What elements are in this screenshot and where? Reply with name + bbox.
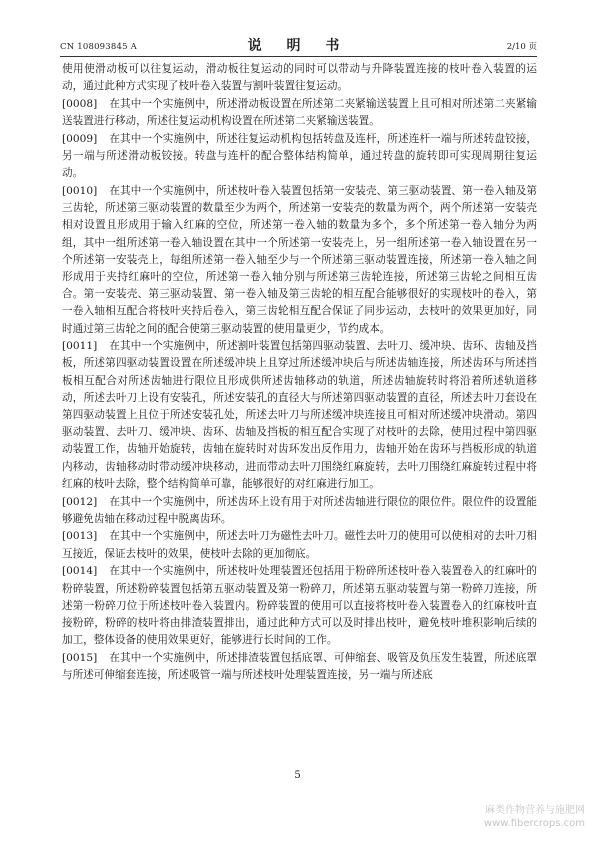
watermark <box>484 804 585 830</box>
paragraph-number: [0014] <box>62 565 98 578</box>
paragraph-0013 <box>62 528 537 562</box>
patent-number: CN 108093845 A <box>60 42 137 52</box>
paragraph-number: [0015] <box>62 651 98 664</box>
page-number: 5 <box>294 770 301 781</box>
paragraph-text: 使用使滑动板可以往复运动，滑动板往复运动的同时可以带动与升降装置连接的枝叶卷入装置的运动，通过此种方式实现了枝叶卷入装置与割叶装置往复运动。 <box>62 63 537 93</box>
description-body <box>62 61 537 685</box>
paragraph-number: [0008] <box>62 97 98 110</box>
paragraph-text: 在其中一个实施例中，所述割叶装置包括第四驱动装置、去叶刀、缓冲块、齿环、齿轴及挡板，所述第四驱动装置设置在所述缓冲块上且穿过所述缓冲块后与所述齿轴连接，所述齿环与所述挡板相互配合对所述齿轴进行限位且形成供所述齿轴移动的轨道，所述齿轴旋转时将沿着所述轨道移动，所述去叶刀上设有安装孔，所述安装孔的直径大与所述第四驱动装置的直径，所述去叶刀套设在第四驱动装置上且位于所述安装孔处，所述去叶刀与所述缓冲块连接且可相对所述缓冲块滑动。第四驱动装置、去叶刀、缓冲块、齿环、齿轴及挡板的相互配合实现了对枝叶的去除，使用过程中第四驱动装置工作，齿轴开始旋转，齿轴在旋转时对齿环发出反作用力，齿轴开始在齿环与挡板形成的轨道内移动，齿轴移动时带动缓冲块移动，进而带动去叶刀围绕红麻旋转，去叶刀围绕红麻旋转过程中将红麻的枝叶去除，整个结构简单可靠，能够很好的对红麻进行加工。 <box>62 340 537 490</box>
page-header <box>60 34 537 56</box>
paragraph-0015 <box>62 650 537 684</box>
paragraph-text: 在其中一个实施例中，所述齿环上设有用于对所述齿轴进行限位的限位件。限位件的设置能够避免齿轴在移动过程中脱离齿环。 <box>62 495 537 525</box>
paragraph-text: 在其中一个实施例中，所述往复运动机构包括转盘及连杆，所述连杆一端与所述转盘铰接，另一端与所述滑动板铰接。转盘与连杆的配合整体结构简单，通过转盘的旋转即可实现周期往复运动。 <box>62 132 537 180</box>
paragraph-text: 在其中一个实施例中，所述去叶刀为磁性去叶刀。磁性去叶刀的使用可以使相对的去叶刀相互接近，保证去枝叶的效果，使枝叶去除的更加彻底。 <box>62 530 537 560</box>
paragraph-number: [0009] <box>62 132 98 145</box>
paragraph-number: [0012] <box>62 495 98 508</box>
paragraph-0009 <box>62 131 537 183</box>
paragraph-number: [0010] <box>62 184 98 197</box>
page-indicator: 2/10 页 <box>506 42 537 52</box>
paragraph-continuation <box>62 61 537 95</box>
paragraph-text: 在其中一个实施例中，所述排渣装置包括底罩、可伸缩套、吸管及负压发生装置，所述底罩与所述可伸缩套连接，所述吸管一端与所述枝叶处理装置连接，另一端与所述底 <box>62 651 537 682</box>
header-divider <box>60 56 537 57</box>
paragraph-0010 <box>62 183 537 338</box>
paragraph-0014 <box>62 563 537 649</box>
document-title: 说 明 书 <box>247 38 350 54</box>
watermark-url: www.fibercrops.com <box>483 818 585 829</box>
paragraph-0012 <box>62 494 537 528</box>
paragraph-text: 在其中一个实施例中，所述枝叶卷入装置包括第一安装壳、第三驱动装置、第一卷入轴及第三齿轮，所述第三驱动装置的数量至少为两个，所述第一安装壳的数量为两个，两个所述第一安装壳相对设置且形成用于输入红麻的空位，所述第一卷入轴的数量为多个，多个所述第一卷入轴分为两组，其中一组所述第一卷入轴设置在其中一个所述第一安装壳上，另一组所述第一卷入轴设置在另一个所述第一安装壳上，每组所述第一卷入轴至少与一个所述第三驱动装置连接，所述第一卷入轴之间形成用于夹持红麻叶的空位，所述第一卷入轴分别与所述第三齿轮连接，所述第三齿轮之间相互齿合。第一安装壳、第三驱动装置、第一卷入轴及第三齿轮的相互配合能够很好的实现枝叶的卷入，第一卷入轴相互配合将枝叶夹持后卷入，第三齿轮相互配合保证了同步运动，去枝叶的效果更加好，同时通过第三齿轮之间的配合使第三驱动装置的使用量更少，节约成本。 <box>62 184 537 335</box>
paragraph-0011 <box>62 338 537 493</box>
paragraph-number: [0013] <box>62 530 98 543</box>
paragraph-number: [0011] <box>62 340 98 353</box>
paragraph-0008 <box>62 96 537 130</box>
watermark-site-name: 麻类作物营养与施肥网 <box>485 805 585 816</box>
paragraph-text: 在其中一个实施例中，所述滑动板设置在所述第二夹紧输送装置上且可相对所述第二夹紧输送装置进行移动，所述往复运动机构设置在所述第二夹紧输送装置。 <box>62 97 537 128</box>
paragraph-text: 在其中一个实施例中，所述枝叶处理装置还包括用于粉碎所述枝叶卷入装置卷入的红麻叶的粉碎装置，所述粉碎装置包括第五驱动装置及第一粉碎刀，所述第五驱动装置与第一粉碎刀连接，所述第一粉碎刀位于所述枝叶卷入装置内。粉碎装置的使用可以直接将枝叶卷入装置卷入的红麻枝叶直接粉碎，粉碎的枝叶将由排渣装置排出，通过此种方式可以及时排出枝叶，避免枝叶堆积影响后续的加工，整体设备的使用效果更好，能够进行长时间的工作。 <box>62 565 537 647</box>
